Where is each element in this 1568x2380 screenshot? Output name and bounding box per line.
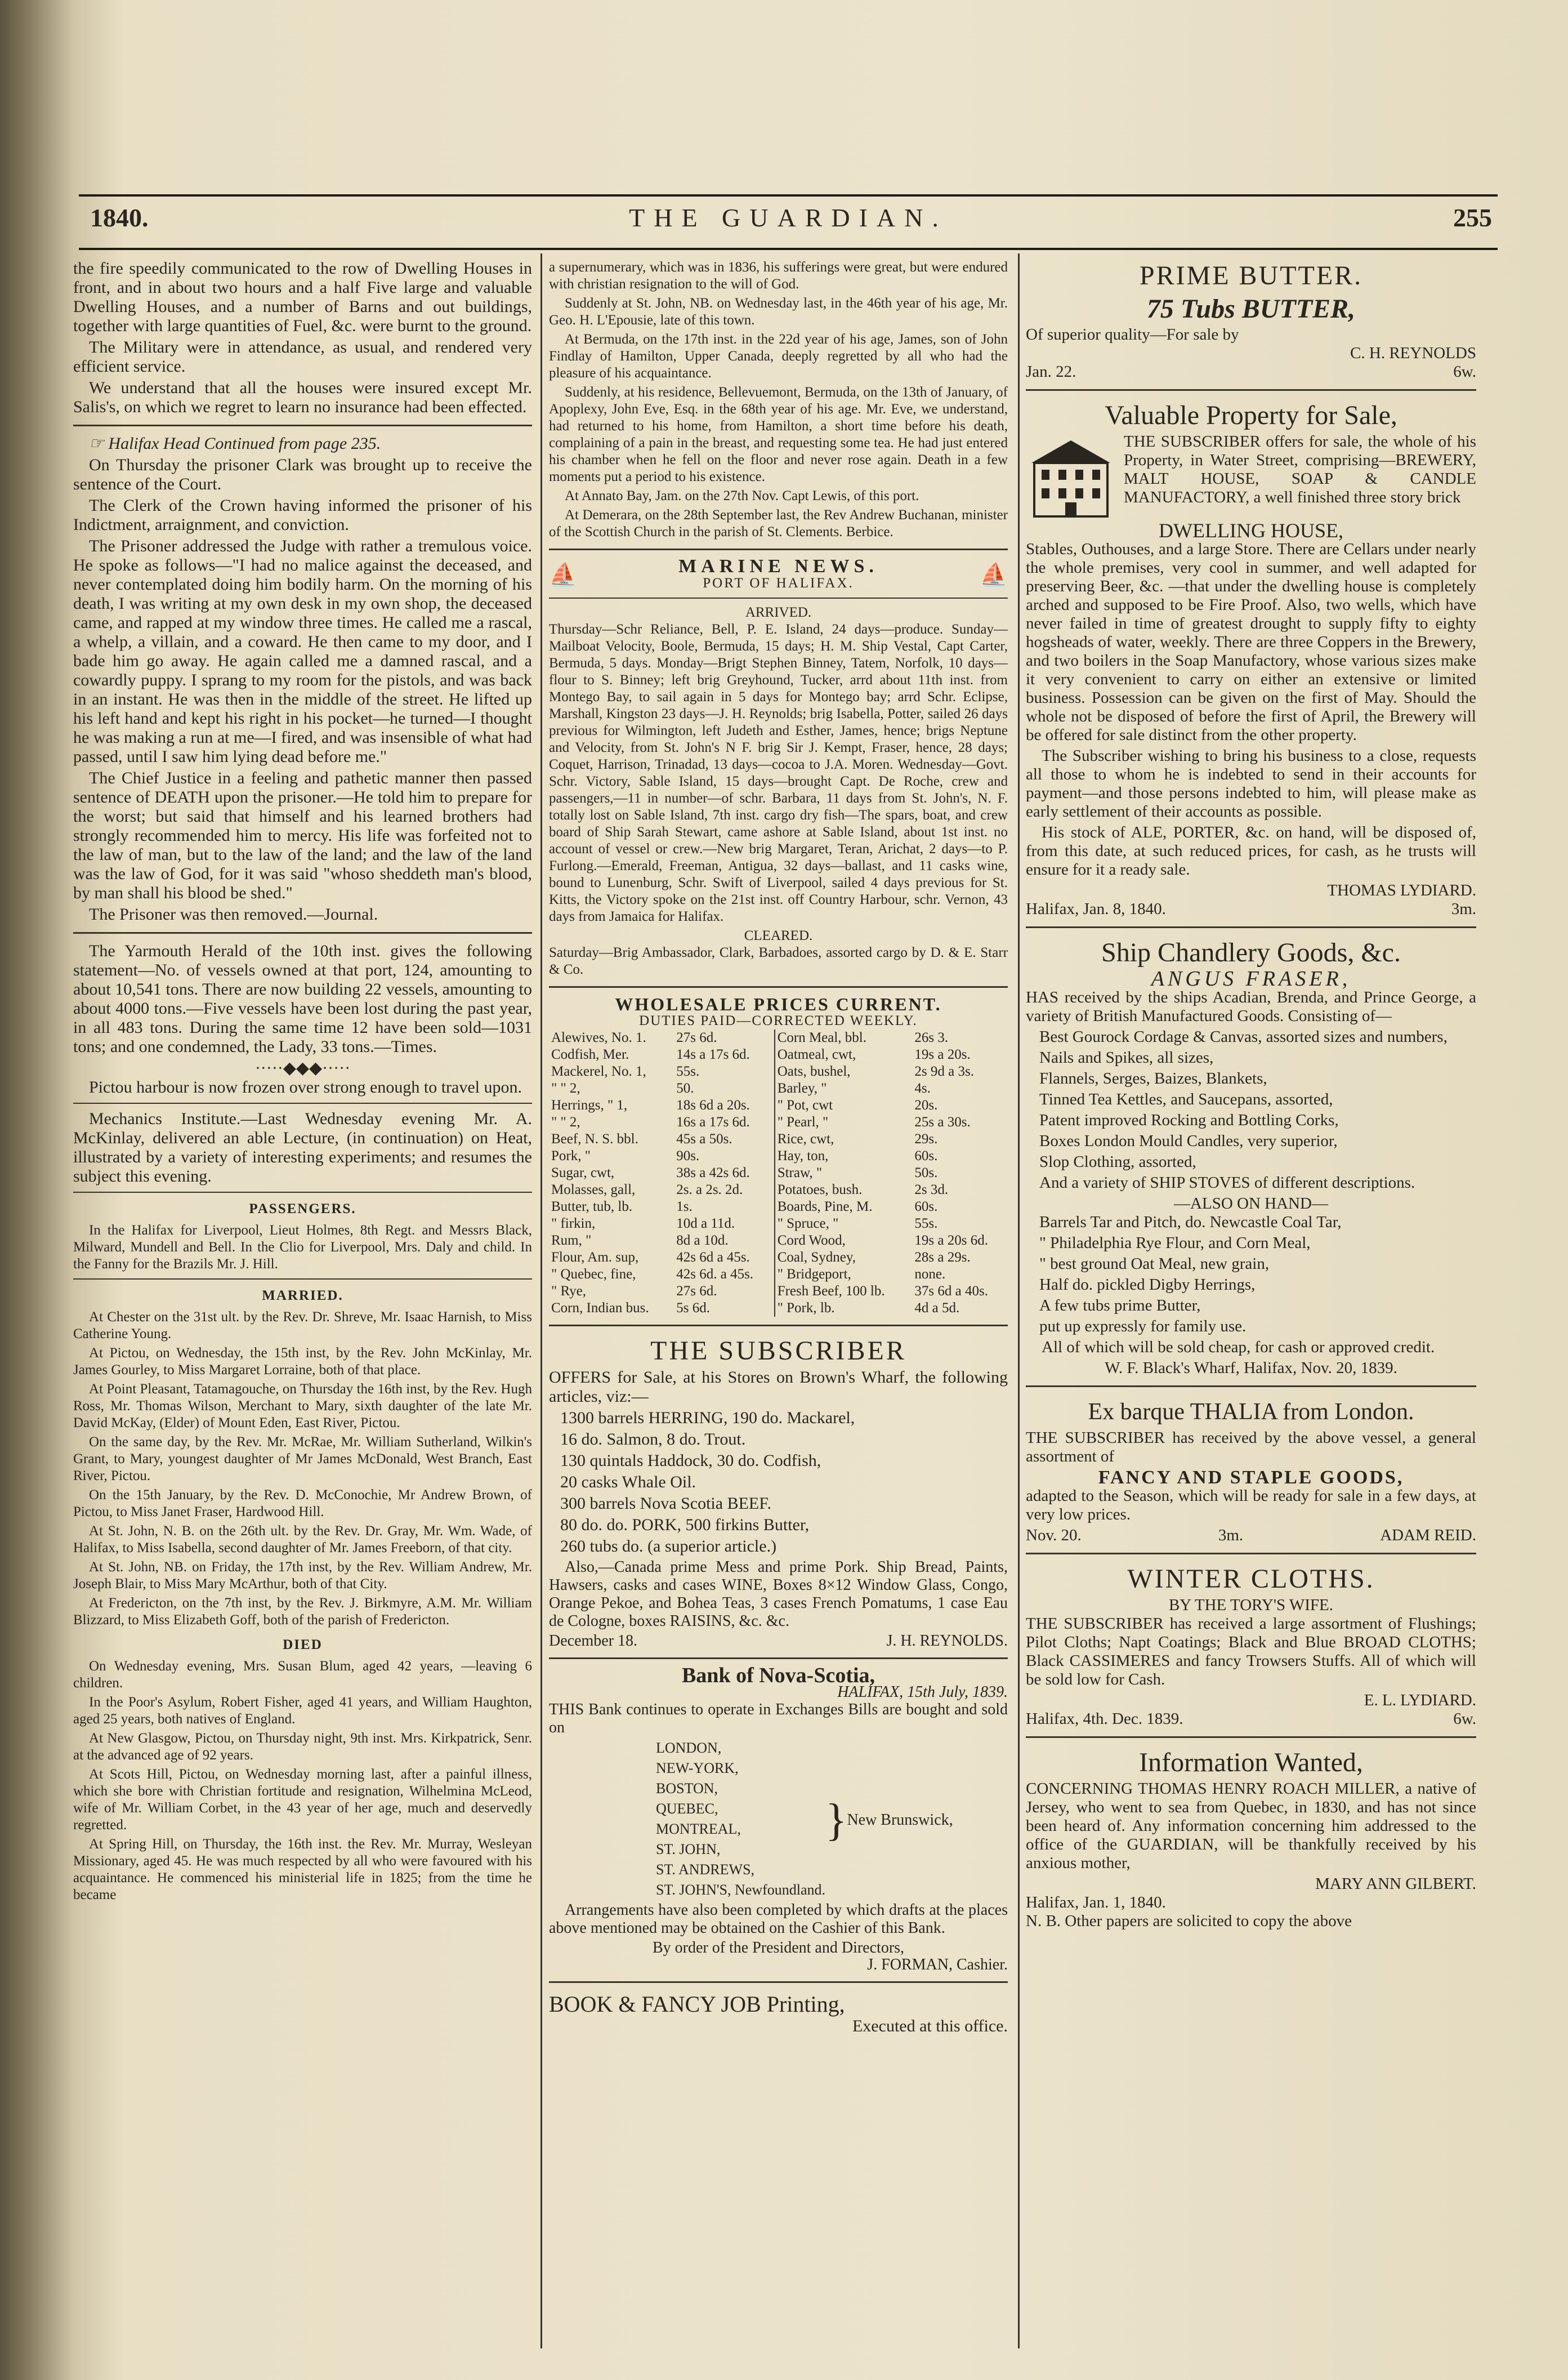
- prices-subtitle: DUTIES PAID—CORRECTED WEEKLY.: [639, 1013, 918, 1028]
- price-value: 45s a 50s.: [676, 1131, 732, 1147]
- divider: [1026, 1553, 1476, 1554]
- death-notice: Suddenly, at his residence, Bellevuemont, Bermuda, on the 13th of January, of Apoplexy, John Eve, Esq. in the 68th year of his age. Mr. Eve, we understand, had returned to his home, from Hamilton, a short time before his death, complaining of a pain in the breast, and requesting some tea. He had just entered his chamber when he fell on the floor and never rose again. Death in a few moments put a period to his existence.: [549, 385, 1008, 484]
- ship-chandlery-items: [1039, 1028, 1476, 1192]
- price-value: 26s 3.: [914, 1030, 949, 1045]
- header-bottom-rule: [79, 248, 1498, 250]
- price-item: Pork, ": [551, 1148, 591, 1164]
- price-item: " Pork, lb.: [775, 1300, 913, 1317]
- divider: [549, 1325, 1008, 1326]
- price-value: 10d a 11d.: [676, 1216, 735, 1231]
- death-notice: Suddenly at St. John, NB. on Wednesday last, in the 46th year of his age, Mr. Geo. H. L'Epousie, late of this town.: [549, 296, 1008, 328]
- price-item: " " 2,: [551, 1081, 580, 1096]
- price-item: " firkin,: [551, 1216, 596, 1231]
- property-signature: THOMAS LYDIARD.: [1327, 881, 1476, 899]
- thalia-goods: FANCY AND STAPLE GOODS,: [1098, 1467, 1404, 1488]
- winter-cloths-title: WINTER CLOTHS.: [1127, 1564, 1375, 1594]
- subscriber-footer: [549, 1633, 1008, 1650]
- price-item: Beef, N. S. bbl.: [551, 1131, 638, 1147]
- price-value: 2s 3d.: [914, 1182, 949, 1197]
- ship-item: Best Gourock Cordage & Canvas, assorted sizes and numbers,: [1039, 1028, 1448, 1046]
- price-value: 90s.: [676, 1148, 700, 1164]
- ship-item: Nails and Spikes, all sizes,: [1039, 1049, 1214, 1067]
- price-item: " Pot, cwt: [775, 1097, 913, 1114]
- price-item: " Quebec, fine,: [551, 1267, 636, 1282]
- price-item: Mackerel, No. 1,: [551, 1064, 646, 1079]
- property-footer: [1026, 900, 1476, 919]
- property-dwelling: DWELLING HOUSE,: [1159, 519, 1343, 542]
- page-header: [79, 203, 1498, 242]
- price-row: [549, 1249, 1008, 1266]
- bank-body: THIS Bank continues to operate in Exchanges Bills are bought and sold on: [549, 1701, 1008, 1736]
- column-rule-1: [540, 253, 542, 2348]
- price-item: " Spruce, ": [775, 1215, 913, 1232]
- price-value: 8d a 10d.: [676, 1233, 729, 1248]
- thalia-title: Ex barque THALIA from London.: [1088, 1399, 1414, 1425]
- bank-order: By order of the President and Directors,: [652, 1939, 905, 1956]
- subscriber-item: 130 quintals Haddock, 30 do. Codfish,: [560, 1451, 821, 1470]
- header-year: 1840.: [90, 203, 149, 232]
- property-body: THE SUBSCRIBER offers for sale, the whole of his Property, in Water Street, comprising—BREWERY, MALT HOUSE, SOAP & CANDLE MANUFACTORY, a well finished three story brick: [1124, 433, 1476, 506]
- pictou-text: Pictou harbour is now frozen over strong enough to travel upon.: [89, 1078, 522, 1097]
- trial-text: On Thursday the prisoner Clark was brought up to receive the sentence of the Court.: [73, 456, 532, 493]
- bank-body2: Arrangements have also been completed by which drafts at the places above mentioned may be obtained on the Cashier of this Bank.: [549, 1901, 1008, 1937]
- price-row: [549, 1198, 1008, 1215]
- price-item: Sugar, cwt,: [551, 1165, 615, 1180]
- price-item: Corn Meal, bbl.: [775, 1029, 913, 1046]
- prisoner-statement: The Prisoner addressed the Judge with rather a tremulous voice. He spoke as follows—"I had no malice against the deceased, and never contemplated doing him bodily harm. On the morning of his death, I was writing at my own desk in my own shop, the deceased came, and rapped at my window three times. He called me a rascal, a whelp, a villain, and a coward. He then came to my door, and I bade him go away. He again called me a damned rascal, and a cowardly puppy. I sprang to my room for the pistols, and was back in an instant. He was then in the middle of the street. He lifted up his left hand and kept his right in his pocket—he turned—I thought he was making a run at me—I fired, and was insensible of what had passed, until I saw him lying dead before me.": [73, 537, 532, 766]
- cleared-heading: CLEARED.: [744, 928, 813, 943]
- married-notice: On the 15th January, by the Rev. D. McConochie, Mr Andrew Brown, of Pictou, to Miss Janet Fraser, Hardwood Hill.: [73, 1487, 532, 1519]
- price-row: [549, 1097, 1008, 1114]
- divider: [73, 1103, 532, 1104]
- price-item: Rice, cwt,: [775, 1131, 913, 1148]
- price-value: 20s.: [914, 1098, 938, 1113]
- house-icon: [1026, 435, 1116, 519]
- ship-item: Slop Clothing, assorted,: [1039, 1153, 1196, 1171]
- price-value: 50.: [676, 1081, 694, 1096]
- header-top-rule: [79, 194, 1498, 197]
- price-value: 25s a 30s.: [914, 1115, 971, 1130]
- died-notice: In the Poor's Asylum, Robert Fisher, aged 41 years, and William Haughton, aged 25 years, both natives of England.: [73, 1695, 532, 1727]
- price-value: 2s 9d a 3s.: [914, 1064, 974, 1079]
- subscriber-signature: J. H. REYNOLDS.: [886, 1632, 1008, 1650]
- mechanics-text: Mechanics Institute.—Last Wednesday evening Mr. A. McKinlay, delivered an able Lecture, (in continuation) on Heat, illustrated by a variety of interesting experiments; and resumes the subject this evening.: [73, 1109, 532, 1185]
- price-item: Molasses, gall,: [551, 1182, 636, 1197]
- column-3: [1026, 259, 1476, 1931]
- column-2: [549, 259, 1008, 2035]
- ship-item: Flannels, Serges, Baizes, Blankets,: [1039, 1069, 1267, 1088]
- page-number: 255: [1453, 203, 1492, 232]
- price-row: [549, 1029, 1008, 1046]
- divider: [1026, 1385, 1476, 1387]
- price-row: [549, 1080, 1008, 1097]
- price-value: 4s.: [914, 1081, 931, 1096]
- death-notice: At Annato Bay, Jam. on the 27th Nov. Capt Lewis, of this port.: [565, 488, 919, 503]
- price-value: 60s.: [914, 1199, 938, 1214]
- bank-city: LONDON,: [656, 1740, 722, 1756]
- property-date: Halifax, Jan. 8, 1840.: [1026, 900, 1166, 918]
- clerk-text: The Clerk of the Crown having informed the prisoner of his Indictment, arraignment, and conviction.: [73, 496, 532, 534]
- property-body3: The Subscriber wishing to bring his business to a close, requests all those to whom he is indebted to send in their accounts for payment—and those persons indebted to him, will please make as early settlement of their accounts as possible.: [1026, 747, 1476, 821]
- price-row: [549, 1148, 1008, 1165]
- price-row: [549, 1266, 1008, 1283]
- ship-item: Barrels Tar and Pitch, do. Newcastle Coal Tar,: [1039, 1213, 1342, 1231]
- ship-chandlery-body: HAS received by the ships Acadian, Brenda, and Prince George, a variety of British Manufactured Goods. Consisting of—: [1026, 988, 1476, 1025]
- price-item: Barley, ": [775, 1080, 913, 1097]
- price-item: Butter, tub, lb.: [551, 1199, 633, 1214]
- married-notice: At Point Pleasant, Tatamagouche, on Thursday the 16th inst, by the Rev. Hugh Ross, Mr. Thomas Wilson, Merchant to Mary, sixth daughter of the late Mr. David McKay, (Elder) of Mount Eden, East River, Pictou.: [73, 1381, 532, 1430]
- price-value: 16s a 17s 6d.: [676, 1115, 750, 1130]
- bank-nb: New Brunswick,: [847, 1811, 953, 1829]
- subscriber-body: OFFERS for Sale, at his Stores on Brown's Wharf, the following articles, viz:—: [549, 1368, 1008, 1406]
- ship-icon: ⛵: [980, 562, 1008, 587]
- marine-news-subtitle: PORT OF HALIFAX.: [703, 576, 854, 591]
- price-value: 55s.: [914, 1216, 938, 1231]
- ship-item: Half do. pickled Digby Herrings,: [1039, 1276, 1256, 1294]
- price-row: [549, 1215, 1008, 1232]
- arrived-text: Thursday—Schr Reliance, Bell, P. E. Island, 24 days—produce. Sunday—Mailboat Velocity, Boole, Bermuda, 15 days; H. M. Ship Vestal, Capt Carter, Bermuda, 5 days. Monday—Brigt Stephen Binney, Tatem, Norfolk, 10 days—flour to S. Binney; left brig Greyhound, Tucker, arrd about 11th inst. from Montego Bay, to sail again in 5 days for Montego bay; arrd Schr. Eclipse, Marshall, Kingston 23 days—J. H. Reynolds; brig Isabella, Potter, sailed 26 days previous for Wilmington, left Judeth and Esther, James, hence; brigs Neptune and Velocity, from St. John's N F. brig Sir J. Kempt, Fraser, hence, 28 days; Coquet, Harrison, Trinadad, 13 days—cocoa to J.A. Moren. Wednesday—Govt. Schr. Victory, Sable Island, 15 days—brought Capt. De Roche, crew and passengers,—11 in number—of schr. Barbara, 11 days from St. John's, N. F. totally lost on Sable Island, 7th inst. cargo dry fish—The spars, boat, and crew board of Ship Sarah Stewart, came ashore at Sable Island, about 1st inst. no account of vessel or crew.—New brig Margaret, Teran, Arichat, 2 days—to P. Furlong.—Emerald, Freeman, Antigua, 32 days—ballast, and 11 casks wine, bound to Lunenburg, Schr. Swift of Liverpool, sailed 4 days previous for St. Kitts, the Victory spoke on the 21st inst. off Country Harbour, schr. Vernon, 43 days from Jamaica for Halifax.: [549, 622, 1008, 924]
- divider: [1026, 1736, 1476, 1738]
- married-notice: On the same day, by the Rev. Mr. McRae, Mr. William Sutherland, Wilkin's Grant, to Mary, youngest daughter of Mr James McDonald, West Branch, East River, Pictou.: [73, 1434, 532, 1483]
- price-item: Potatoes, bush.: [775, 1182, 913, 1198]
- butter-date: Jan. 22.: [1026, 363, 1076, 381]
- thalia-signature: ADAM REID.: [1380, 1526, 1476, 1544]
- info-wanted-note: N. B. Other papers are solicited to copy the above: [1026, 1912, 1352, 1930]
- book-printing-title: BOOK & FANCY JOB Printing,: [549, 1991, 845, 2017]
- price-value: 60s.: [914, 1148, 938, 1164]
- married-notice: At Fredericton, on the 7th inst, by the Rev. J. Birkmyre, A.M. Mr. William Blizzard, to Miss Elizabeth Goff, both of the parish of Fredericton.: [73, 1595, 532, 1628]
- price-value: 19s a 20s.: [914, 1047, 971, 1062]
- subscriber-items: [560, 1409, 1008, 1556]
- ship-item: Patent improved Rocking and Bottling Corks,: [1039, 1111, 1339, 1129]
- bank-title: Bank of Nova-Scotia,: [681, 1664, 875, 1687]
- price-row: [549, 1283, 1008, 1300]
- passengers-text: In the Halifax for Liverpool, Lieut Holmes, 8th Regt. and Messrs Black, Milward, Mundell and Bell. In the Clio for Liverpool, Mrs. Daly and child. In the Fanny for the Brazils Mr. J. Hill.: [73, 1223, 532, 1272]
- ship-chandlery-title: Ship Chandlery Goods, &c.: [1101, 938, 1401, 968]
- price-item: Alewives, No. 1.: [551, 1030, 646, 1045]
- subscriber-item: 260 tubs do. (a superior article.): [560, 1537, 777, 1556]
- divider: [1026, 389, 1476, 391]
- winter-cloths-subtitle: BY THE TORY'S WIFE.: [1168, 1596, 1334, 1614]
- butter-footer: [1026, 363, 1476, 381]
- butter-quality: Of superior quality—For sale by: [1026, 326, 1239, 344]
- military-text: The Military were in attendance, as usual, and rendered very efficient service.: [73, 338, 532, 376]
- price-item: Oatmeal, cwt,: [775, 1046, 913, 1063]
- price-value: 4d a 5d.: [914, 1300, 960, 1316]
- divider: [549, 549, 1008, 550]
- ship-chandlery-body2: All of which will be sold cheap, for cash or approved credit.: [1042, 1338, 1435, 1356]
- married-notice: At Chester on the 31st ult. by the Rev. Dr. Shreve, Mr. Isaac Harnish, to Miss Catherine Young.: [73, 1309, 532, 1341]
- price-item: Boards, Pine, M.: [775, 1198, 913, 1215]
- died-notice: On Wednesday evening, Mrs. Susan Blum, aged 42 years, —leaving 6 children.: [73, 1659, 532, 1691]
- newspaper-title: THE GUARDIAN.: [629, 203, 948, 232]
- subscriber-item: 300 barrels Nova Scotia BEEF.: [560, 1494, 772, 1513]
- ship-item: A few tubs prime Butter,: [1039, 1296, 1201, 1314]
- ship-chandlery-signature: W. F. Black's Wharf, Halifax, Nov. 20, 1839.: [1105, 1359, 1397, 1377]
- died-notice: At New Glasgow, Pictou, on Thursday night, 9th inst. Mrs. Kirkpatrick, Senr. at the advanced age of 92 years.: [73, 1731, 532, 1763]
- subscriber-also: Also,—Canada prime Mess and prime Pork. Ship Bread, Paints, Hawsers, casks and cases WINE, Boxes 8×12 Window Glass, Congo, Orange Pekoe, and Bohea Teas, 3 cases French Pomatums, 1 case Eau de Cologne, boxes RAISINS, &c. &c.: [549, 1558, 1008, 1630]
- ship-item: Tinned Tea Kettles, and Saucepans, assorted,: [1039, 1090, 1333, 1108]
- died-notice: At Spring Hill, on Thursday, the 16th inst. the Rev. Mr. Murray, Wesleyan Missionary, aged 45. He was much respected by all who were favoured with his acquaintance. He commenced his ministerial life in 1825; from the time he became: [73, 1837, 532, 1902]
- married-notice: At St. John, N. B. on the 26th ult. by the Rev. Dr. Gray, Mr. Wm. Wade, of Halifax, to Miss Isabella, second daughter of Mr. James Freeborn, of that city.: [73, 1523, 532, 1556]
- price-item: " " 2,: [551, 1115, 580, 1130]
- bank-city: QUEBEC,: [656, 1800, 718, 1817]
- thalia-term: 3m.: [1218, 1526, 1244, 1544]
- price-item: Herrings, " 1,: [551, 1098, 628, 1113]
- price-item: Fresh Beef, 100 lb.: [775, 1283, 913, 1300]
- price-item: Rum, ": [551, 1233, 592, 1248]
- butter-term: 6w.: [1453, 363, 1476, 381]
- death-notice: At Bermuda, on the 17th inst. in the 22d year of his age, James, son of John Findlay of Hamilton, Upper Canada, deeply regretted by all who had the pleasure of his acquaintance.: [549, 332, 1008, 381]
- ship-item: " Philadelphia Rye Flour, and Corn Meal,: [1039, 1234, 1311, 1252]
- price-item: Cord Wood,: [775, 1232, 913, 1249]
- price-row: [549, 1165, 1008, 1182]
- divider: [549, 986, 1008, 988]
- price-value: 50s.: [914, 1165, 938, 1180]
- bank-city: MONTREAL,: [656, 1821, 741, 1837]
- price-value: 1s.: [676, 1199, 693, 1214]
- subscriber-item: 20 casks Whale Oil.: [560, 1473, 696, 1491]
- married-notice: At Pictou, on Wednesday, the 15th inst, by the Rev. John McKinlay, Mr. James Gourley, to Miss Margaret Lorraine, both of that place.: [73, 1345, 532, 1378]
- column-rule-2: [1018, 253, 1020, 2348]
- price-value: 42s 6d a 45s.: [676, 1250, 750, 1265]
- butter-headline: 75 Tubs BUTTER,: [1146, 294, 1356, 324]
- bank-signature: J. FORMAN, Cashier.: [867, 1956, 1008, 1973]
- married-notice: At St. John, NB. on Friday, the 17th inst, by the Rev. William Andrew, Mr. Joseph Blair, to Miss Mary McArthur, both of that City.: [73, 1559, 532, 1592]
- fire-report-text: the fire speedily communicated to the row of Dwelling Houses in front, and in about two hours and a half Five large and valuable Dwelling Houses, and a number of Barns and out buildings, together with large quantities of Fuel, &c. were burnt to the ground.: [73, 259, 532, 335]
- price-value: 28s a 29s.: [914, 1250, 971, 1265]
- price-row: [549, 1182, 1008, 1198]
- info-wanted-date: Halifax, Jan. 1, 1840.: [1026, 1893, 1166, 1911]
- subscriber-item: 80 do. do. PORK, 500 firkins Butter,: [560, 1516, 810, 1534]
- divider: [73, 425, 532, 426]
- bank-city: NEW-YORK,: [656, 1760, 739, 1776]
- price-item: Corn, Indian bus.: [551, 1300, 649, 1316]
- book-printing-subtitle: Executed at this office.: [852, 2017, 1008, 2035]
- ship-chandlery-also: —ALSO ON HAND—: [1174, 1195, 1328, 1213]
- death-notice: a supernumerary, which was in 1836, his sufferings were great, but were endured with christian resignation to the will of God.: [549, 260, 1008, 292]
- bank-city: ST. JOHN,: [656, 1841, 721, 1857]
- price-row: [549, 1046, 1008, 1063]
- price-value: 19s a 20s 6d.: [914, 1233, 988, 1248]
- subscriber-item: 16 do. Salmon, 8 do. Trout.: [560, 1430, 746, 1448]
- winter-cloths-date: Halifax, 4th. Dec. 1839.: [1026, 1710, 1183, 1728]
- price-item: Oats, bushel,: [775, 1063, 913, 1080]
- marine-news-title: MARINE NEWS.: [678, 556, 878, 577]
- divider: [549, 598, 1008, 599]
- divider: [73, 932, 532, 934]
- bank-city: ST. ANDREWS,: [656, 1861, 755, 1878]
- price-value: 55s.: [676, 1064, 700, 1079]
- price-item: Flour, Am. sup,: [551, 1250, 639, 1265]
- info-wanted-signature: MARY ANN GILBERT.: [1315, 1875, 1476, 1893]
- subscriber-item: 1300 barrels HERRING, 190 do. Mackarel,: [560, 1409, 855, 1427]
- ship-chandlery-name: ANGUS FRASER,: [1151, 967, 1351, 991]
- price-value: 5s 6d.: [676, 1300, 710, 1316]
- passengers-heading: PASSENGERS.: [249, 1201, 356, 1216]
- price-value: 42s 6d. a 45s.: [676, 1267, 754, 1282]
- price-row: [549, 1232, 1008, 1249]
- ship-item: put up expressly for family use.: [1039, 1317, 1247, 1335]
- divider: [73, 1192, 532, 1193]
- divider: [549, 1657, 1008, 1659]
- price-row: [549, 1300, 1008, 1317]
- subscriber-title: THE SUBSCRIBER: [650, 1336, 906, 1366]
- yarmouth-text: The Yarmouth Herald of the 10th inst. gives the following statement—No. of vessels owned at that port, 124, amounting to about 10,541 tons. There are now building 22 vessels, amounting to about 4000 tons.—Five vessels have been lost during the past year, in all 483 tons. During the same time 12 have been sold—1031 tons; and one condemned, the Lady, 33 tons.—Times.: [73, 942, 532, 1056]
- marine-news-banner: [549, 558, 1008, 592]
- bank-city: BOSTON,: [656, 1780, 718, 1797]
- married-heading: MARRIED.: [262, 1288, 343, 1303]
- death-notice: At Demerara, on the 28th September last, the Rev Andrew Buchanan, minister of the Scottish Church in the parish of St. Clements. Berbice.: [549, 507, 1008, 540]
- divider: [73, 1278, 532, 1280]
- married-list: [73, 1309, 532, 1629]
- removed-text: The Prisoner was then removed.—Journal.: [89, 905, 378, 924]
- bank-cities-block: [549, 1739, 1008, 1901]
- died-notice: At Scots Hill, Pictou, on Wednesday morning last, after a painful illness, which she bore with Christian fortitude and resignation, Wilhelmina McLeod, wife of Mr. William Corbet, in the 43 year of her age, much and deservedly regretted.: [73, 1767, 532, 1833]
- thalia-date: Nov. 20.: [1026, 1526, 1082, 1544]
- butter-signature: C. H. REYNOLDS: [1350, 344, 1476, 362]
- ship-chandlery-items2: [1039, 1213, 1476, 1336]
- thalia-body2: adapted to the Season, which will be ready for sale in a few days, at very low prices.: [1026, 1487, 1476, 1523]
- property-title: Valuable Property for Sale,: [1105, 400, 1397, 430]
- insurance-text: We understand that all the houses were insured except Mr. Salis's, on which we regret to learn no insurance had been effected.: [73, 378, 532, 416]
- price-value: none.: [914, 1267, 946, 1282]
- price-value: 27s 6d.: [676, 1283, 717, 1299]
- info-wanted-body: CONCERNING THOMAS HENRY ROACH MILLER, a native of Jersey, who went to sea from Quebec, in 1830, and has not since been heard of. Any information concerning him addressed to the office of the GUARDIAN, will be thankfully received by his anxious mother,: [1026, 1780, 1476, 1872]
- price-item: Hay, ton,: [775, 1148, 913, 1165]
- bank-cities: [656, 1739, 825, 1901]
- thalia-body: THE SUBSCRIBER has received by the above vessel, a general assortment of: [1026, 1429, 1476, 1465]
- price-item: Straw, ": [775, 1165, 913, 1182]
- price-item: " Pearl, ": [775, 1114, 913, 1131]
- butter-title: PRIME BUTTER.: [1139, 261, 1363, 291]
- cleared-text: Saturday—Brig Ambassador, Clark, Barbadoes, assorted cargo by D. & E. Starr & Co.: [549, 945, 1008, 977]
- price-value: 27s 6d.: [676, 1030, 717, 1045]
- pointing-hand-icon: ☞: [89, 434, 109, 453]
- sentence-text: The Chief Justice in a feeling and pathetic manner then passed sentence of DEATH upon the prisoner.—He told him to prepare for the worst; but said that himself and his learned brothers had strongly recommended him to mercy. His life was forfeited not to the law of man, but to the law of the land; and the law of the land was the law of God, for it was said "whoso sheddeth man's blood, by man shall his blood be shed.": [73, 769, 532, 902]
- ship-item: And a variety of SHIP STOVES of different descriptions.: [1039, 1174, 1415, 1192]
- price-value: 29s.: [914, 1131, 938, 1147]
- ship-item: " best ground Oat Meal, new grain,: [1039, 1255, 1270, 1273]
- ship-icon: ⛵: [549, 562, 577, 587]
- ship-item: Boxes London Mould Candles, very superior,: [1039, 1132, 1338, 1150]
- ornament-divider: ·····◆◆◆·····: [254, 1059, 351, 1077]
- winter-cloths-term: 6w.: [1453, 1710, 1476, 1728]
- winter-cloths-footer: [1026, 1710, 1476, 1728]
- divider: [1026, 926, 1476, 928]
- price-value: 38s a 42s 6d.: [676, 1165, 750, 1180]
- prices-table: [549, 1029, 1008, 1317]
- winter-cloths-body: THE SUBSCRIBER has received a large assortment of Flushings; Pilot Cloths; Napt Coatings; Black and Blue BROAD CLOTHS; Black CASSIMERES and fancy Trowsers Stuffs. All of which will be sold low for Cash.: [1026, 1615, 1476, 1688]
- price-value: 18s 6d a 20s.: [676, 1098, 750, 1113]
- property-body4: His stock of ALE, PORTER, &c. on hand, will be disposed of, from this date, at such reduced prices, for cash, as he trusts will ensure for it a ready sale.: [1026, 823, 1476, 879]
- died-heading: DIED: [283, 1637, 323, 1652]
- property-term: 3m.: [1451, 900, 1476, 918]
- property-body2: Stables, Outhouses, and a large Store. There are Cellars under nearly the whole premises, very cool in summer, and well adapted for preserving Beer, &c. —that under the dwelling house is completely arched and supposed to be Fire Proof. Also, two wells, which have never failed in time of greatest drought to supply fifty to eighty hogsheads of water, weekly. There are three Coppers in the Brewery, and two boilers in the Soap Manufactory, whose various sizes make it very convenient to carry on either an extensive or limited business. Possession can be given on the first of May. Should the whole not be disposed of before the first of April, the Brewery will be offered for sale distinct from the other property.: [1026, 540, 1476, 744]
- price-value: 2s. a 2s. 2d.: [676, 1182, 743, 1197]
- prices-title: WHOLESALE PRICES CURRENT.: [615, 994, 942, 1014]
- thalia-footer: [1026, 1526, 1476, 1545]
- price-value: 14s a 17s 6d.: [676, 1047, 750, 1062]
- price-item: " Rye,: [551, 1283, 586, 1299]
- brace-icon: }: [825, 1795, 847, 1845]
- arrived-heading: ARRIVED.: [745, 605, 812, 620]
- bank-date: HALIFAX, 15th July, 1839.: [837, 1683, 1008, 1701]
- price-item: Codfish, Mer.: [551, 1047, 629, 1062]
- price-value: 37s 6d a 40s.: [914, 1283, 988, 1299]
- price-item: Coal, Sydney,: [775, 1249, 913, 1266]
- divider: [549, 1981, 1008, 1983]
- price-row: [549, 1063, 1008, 1080]
- winter-cloths-signature: E. L. LYDIARD.: [1364, 1691, 1476, 1709]
- price-row: [549, 1131, 1008, 1148]
- price-item: " Bridgeport,: [775, 1266, 913, 1283]
- died-list: [73, 1658, 532, 1904]
- bank-city: ST. JOHN'S, Newfoundland.: [656, 1882, 826, 1898]
- column-1: [73, 259, 532, 1906]
- info-wanted-title: Information Wanted,: [1139, 1748, 1363, 1777]
- continued-heading: ☞ Halifax Head Continued from page 235.: [89, 434, 381, 453]
- price-row: [549, 1114, 1008, 1131]
- subscriber-date: December 18.: [549, 1632, 638, 1650]
